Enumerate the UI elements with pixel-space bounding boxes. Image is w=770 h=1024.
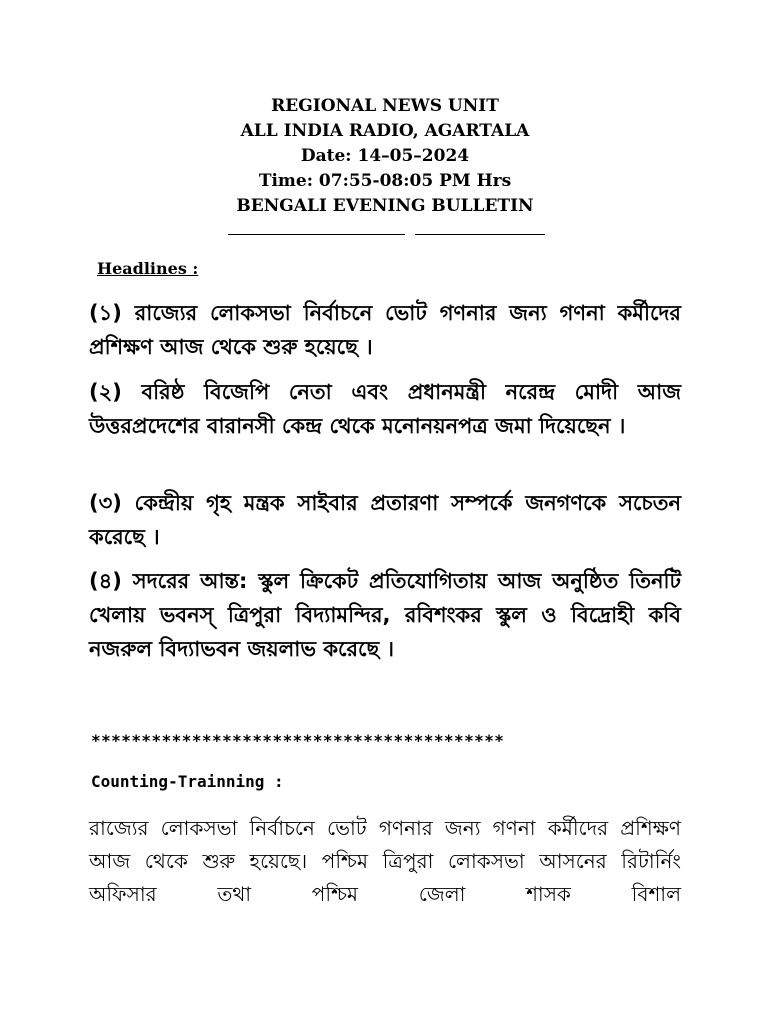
section-body: রাজ্যের লোকসভা নির্বাচনে ভোট গণনার জন্য গণনা কর্মীদের প্রশিক্ষণ আজ থেকে শুরু হয়েছে। পশ্চিম ত্রিপুরা লোকসভা আসনের রিটার্নিং অফিসার তথা পশ্চিম জেলা শাসক বিশাল bbox=[89, 816, 681, 906]
bulletin-header bbox=[0, 94, 770, 219]
headline-item-4: (৪) সদরের আন্ত: স্কুল ক্রিকেট প্রতিযোগিতায় আজ অনুষ্ঠিত তিনটি খেলায় ভবনস্ ত্রিপুরা বিদ্যামন্দির, রবিশংকর স্কুল ও বিদ্রোহী কবি নজরুল বিদ্যাভবন জয়লাভ করেছে । bbox=[89, 569, 681, 661]
header-bulletin-name: BENGALI EVENING BULLETIN bbox=[236, 196, 534, 216]
headline-item-1: (১) রাজ্যের লোকসভা নির্বাচনে ভোট গণনার জন্য গণনা কর্মীদের প্রশিক্ষণ আজ থেকে শুরু হয়েছে । bbox=[89, 301, 681, 359]
headline-item-3: (৩) কেন্দ্রীয় গৃহ মন্ত্রক সাইবার প্রতারণা সম্পর্কে জনগণকে সচেতন করেছে । bbox=[89, 491, 681, 549]
header-unit: REGIONAL NEWS UNIT bbox=[271, 96, 499, 116]
header-divider-right bbox=[415, 234, 545, 235]
header-divider-left bbox=[228, 234, 405, 235]
header-time: Time: 07:55-08:05 PM Hrs bbox=[258, 171, 512, 191]
section-title: Counting-Trainning : bbox=[91, 772, 284, 791]
headlines-label: Headlines : bbox=[97, 259, 199, 278]
header-date: Date: 14–05–2024 bbox=[300, 146, 470, 166]
headline-item-2: (২) বরিষ্ঠ বিজেপি নেতা এবং প্রধানমন্ত্রী নরেন্দ্র মোদী আজ উত্তরপ্রদেশের বারানসী কেন্দ্র থেকে মনোনয়নপত্র জমা দিয়েছেন । bbox=[89, 380, 681, 438]
header-station: ALL INDIA RADIO, AGARTALA bbox=[240, 121, 530, 141]
separator-stars: ***************************************** bbox=[91, 731, 505, 750]
